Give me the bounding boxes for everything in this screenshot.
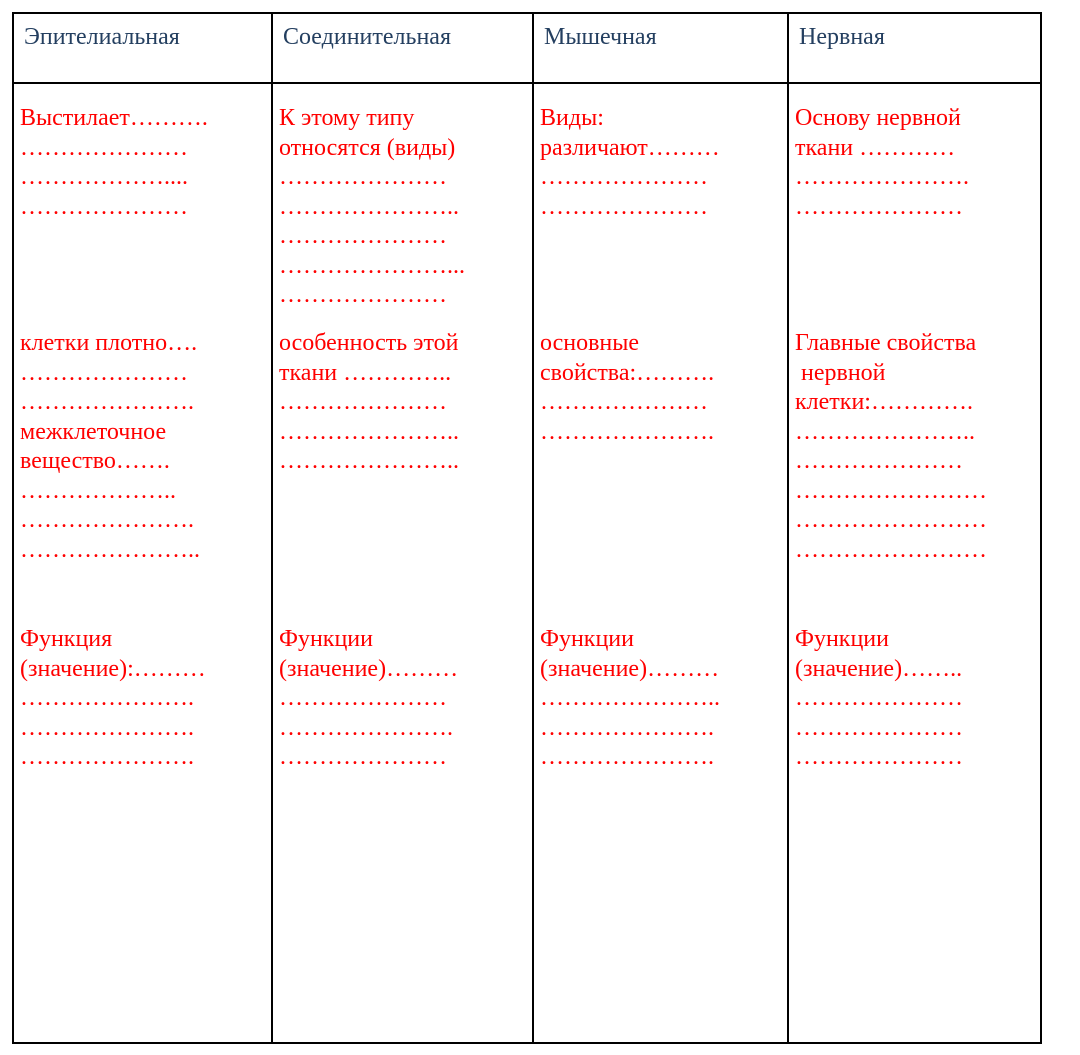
tissue-table xyxy=(12,12,1042,1044)
text-line: ………………….. xyxy=(540,685,720,711)
text-line: …………………. xyxy=(20,389,194,415)
text-line: Основу нервной xyxy=(795,105,961,131)
text-line: Функции xyxy=(540,626,634,652)
text-line: клетки:…………. xyxy=(795,389,973,415)
block-properties xyxy=(20,329,271,565)
block-description xyxy=(795,104,1040,222)
text-line: клетки плотно…. xyxy=(20,330,198,356)
text-line: …………………. xyxy=(279,714,453,741)
column-muscular xyxy=(534,84,789,1042)
text-line: ………………… xyxy=(20,134,188,161)
block-properties xyxy=(540,329,787,447)
text-line: ………………….. xyxy=(279,193,459,220)
text-line: Функция xyxy=(20,626,113,652)
block-functions xyxy=(795,625,1040,773)
text-line: ………………… xyxy=(279,164,447,190)
block-functions xyxy=(279,625,532,773)
text-line: ………………… xyxy=(279,223,447,249)
text-line: нервной xyxy=(795,359,886,386)
text-line: ………………… xyxy=(795,714,963,741)
text-line: различают……… xyxy=(540,134,720,161)
block-description xyxy=(540,104,787,222)
text-line: ткани ………….. xyxy=(279,359,452,386)
text-line: …………………… xyxy=(795,507,987,533)
text-line: ………………….. xyxy=(795,418,975,445)
block-properties xyxy=(279,329,532,477)
text-line: ………………….. xyxy=(279,418,459,445)
text-line: ………………… xyxy=(540,193,708,220)
text-line: ………………… xyxy=(20,359,188,386)
text-line: …………………. xyxy=(20,744,194,770)
text-line: …………………... xyxy=(279,252,465,279)
header-connective: Соединительная xyxy=(273,14,534,84)
text-line: ………………….. xyxy=(20,536,200,563)
text-line: …………………. xyxy=(20,685,194,711)
text-line: …………………. xyxy=(20,507,194,533)
text-line: ………………… xyxy=(20,193,188,220)
text-line: …………………… xyxy=(795,536,987,563)
text-line: ………………… xyxy=(279,685,447,711)
text-line: ………………… xyxy=(279,282,447,308)
text-line: Функции xyxy=(795,626,889,652)
text-line: ………………… xyxy=(795,744,963,770)
text-line: Виды: xyxy=(540,105,604,131)
text-line: основные xyxy=(540,330,640,356)
text-line: особенность этой xyxy=(279,330,459,356)
text-line: К этому типу xyxy=(279,105,415,131)
text-line: межклеточное xyxy=(20,418,167,445)
text-line: ………………… xyxy=(795,685,963,711)
column-epithelial xyxy=(14,84,273,1042)
text-line: ………………… xyxy=(540,164,708,190)
text-line: ………………….. xyxy=(279,448,459,474)
text-line: Функции xyxy=(279,626,373,652)
text-line: …………………. xyxy=(540,714,714,741)
text-line: (значение)……… xyxy=(279,655,459,682)
text-line: (значение)…….. xyxy=(795,655,963,682)
block-description xyxy=(20,104,271,222)
text-line: ………………… xyxy=(540,389,708,415)
text-line: …………………… xyxy=(795,477,987,504)
text-line: ткани ………… xyxy=(795,134,956,161)
text-line: ………………… xyxy=(279,389,447,415)
block-properties xyxy=(795,329,1040,565)
header-nervous: Нервная xyxy=(789,14,1040,84)
text-line: …………………. xyxy=(540,744,714,770)
block-functions xyxy=(20,625,271,773)
text-line: (значение):……… xyxy=(20,655,206,682)
text-line: ………………… xyxy=(795,448,963,474)
text-line: ………………… xyxy=(795,193,963,220)
text-line: ……………….... xyxy=(20,164,188,190)
text-line: (значение)……… xyxy=(540,655,720,682)
text-line: …………………. xyxy=(795,164,969,190)
block-functions xyxy=(540,625,787,773)
text-line: …………………. xyxy=(540,418,714,445)
header-muscular: Мышечная xyxy=(534,14,789,84)
column-nervous xyxy=(789,84,1040,1042)
block-description xyxy=(279,104,532,311)
text-line: ……………….. xyxy=(20,477,176,504)
text-line: Выстилает………. xyxy=(20,105,208,131)
header-epithelial: Эпителиальная xyxy=(14,14,273,84)
text-line: относятся (виды) xyxy=(279,134,456,161)
text-line: вещество……. xyxy=(20,448,170,474)
text-line: свойства:………. xyxy=(540,359,715,386)
text-line: ………………… xyxy=(279,744,447,770)
text-line: …………………. xyxy=(20,714,194,741)
text-line: Главные свойства xyxy=(795,330,977,356)
column-connective xyxy=(273,84,534,1042)
